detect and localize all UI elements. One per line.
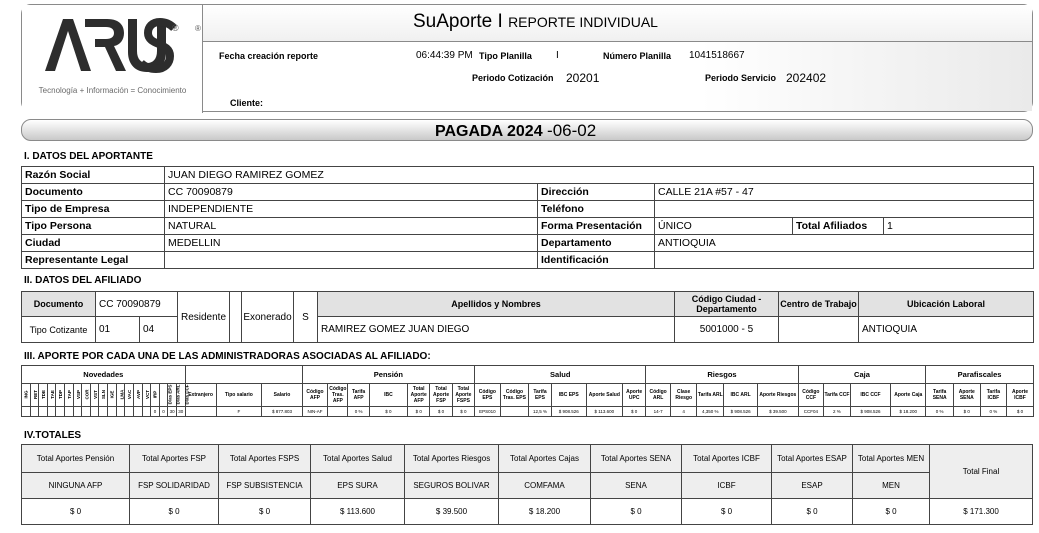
aportes-col-header: Código CCF — [798, 384, 824, 407]
svg-text:®: ® — [195, 24, 201, 33]
aportes-col-header: Tarifa EPS — [529, 384, 551, 407]
aportes-col-header: Total Aporte AFP — [408, 384, 430, 407]
telefono-label: Teléfono — [538, 201, 655, 218]
aportes-col-header-text: SLN — [101, 390, 107, 399]
aportes-col-header-text: Días ARL — [175, 384, 181, 405]
aportes-cell: $ 0 — [622, 407, 645, 417]
representante-value — [165, 252, 538, 269]
tipo-cotizante-value: 01 — [96, 317, 140, 343]
totales-entity: FSP SUBSISTENCIA — [219, 473, 311, 499]
aportes-col-header: Aporte Riesgos — [758, 384, 798, 407]
aportes-cell — [125, 407, 134, 417]
aportes-cell — [108, 407, 117, 417]
total-afiliados-value: 1 — [884, 218, 1034, 235]
aportes-col-header: Extranjero — [185, 384, 216, 407]
table-row — [22, 201, 1034, 218]
aportes-cell — [185, 407, 216, 417]
totales-table — [21, 444, 1033, 525]
total-final-value: $ 171.300 — [930, 499, 1033, 525]
aportes-subheader-row — [22, 384, 1034, 407]
centro-trabajo-value — [779, 317, 859, 343]
aportes-cell — [90, 407, 99, 417]
aportes-cell: $ 0 — [1007, 407, 1034, 417]
aportes-col-header: Aporte Salud — [586, 384, 622, 407]
aportes-cell: $ 0 — [408, 407, 430, 417]
nombres-value: RAMIREZ GOMEZ JUAN DIEGO — [318, 317, 675, 343]
exonerado-value: S — [294, 292, 318, 343]
aportes-col-header — [159, 384, 173, 407]
aportes-cell — [56, 407, 65, 417]
aportes-cell: $ 908.526 — [724, 407, 758, 417]
aportes-col-header: Tarifa ARL — [697, 384, 724, 407]
group-caja: Caja — [798, 366, 926, 384]
afiliado-documento-value: CC 70090879 — [96, 292, 178, 317]
aportes-col-header: Total Aporte FSPS — [452, 384, 474, 407]
totales-header: Total Aportes Salud — [311, 445, 405, 473]
aportes-col-header: Tarifa SENA — [926, 384, 954, 407]
fecha-value: 06:44:39 PM — [416, 50, 473, 61]
total-final-label: Total Final — [930, 445, 1033, 499]
group-novedades: Novedades — [22, 366, 186, 384]
status-text: PAGADA 2024 — [435, 123, 543, 140]
totales-entity-row — [22, 473, 1033, 499]
aportes-cell — [500, 407, 529, 417]
aportes-col-header: Salario — [262, 384, 302, 407]
telefono-value — [655, 201, 1034, 218]
group-salud: Salud — [475, 366, 646, 384]
aportes-cell: 30 — [168, 407, 177, 417]
aportes-col-header: Aporte SENA — [953, 384, 980, 407]
aportes-col-header-text: VST — [92, 390, 98, 399]
group-riesgos: Riesgos — [646, 366, 798, 384]
aportes-col-header-text: TDE — [41, 390, 47, 399]
ubicacion-value: ANTIOQUIA — [859, 317, 1034, 343]
afiliado-table — [21, 291, 1034, 343]
nombres-label: Apellidos y Nombres — [318, 292, 675, 317]
aportes-col-header: Tarifa ICBF — [980, 384, 1007, 407]
residente-value — [230, 292, 242, 343]
aportes-col-header — [65, 384, 74, 407]
aportes-cell: $ 0 — [430, 407, 452, 417]
tipo-persona-label: Tipo Persona — [22, 218, 165, 235]
ubicacion-label: Ubicación Laboral — [859, 292, 1034, 317]
aportes-col-header: Código Tras. AFP — [328, 384, 348, 407]
aportes-col-header — [47, 384, 56, 407]
ciudad-label: Ciudad — [22, 235, 165, 252]
fecha-label: Fecha creación reporte — [219, 51, 319, 61]
aportes-cell — [47, 407, 56, 417]
aportes-col-header-text: TAE — [49, 390, 55, 399]
totales-value: $ 39.500 — [405, 499, 499, 525]
aportes-cell: $ 908.526 — [850, 407, 890, 417]
tipo-empresa-label: Tipo de Empresa — [22, 201, 165, 218]
totales-header: Total Aportes ESAP — [772, 445, 853, 473]
totales-value: $ 18.200 — [499, 499, 591, 525]
section-aportante-title: I. DATOS DEL APORTANTE — [24, 151, 153, 162]
totales-value: $ 113.600 — [311, 499, 405, 525]
report-title — [413, 11, 658, 33]
aportes-cell: $ 877.803 — [262, 407, 302, 417]
totales-value-row — [22, 499, 1033, 525]
departamento-label: Departamento — [538, 235, 655, 252]
aportes-cell: 0 — [151, 407, 160, 417]
aportes-col-header-text: RET — [32, 390, 38, 399]
periodo-servicio-value: 202402 — [786, 71, 827, 85]
aportes-col-header-text: VSP — [75, 389, 81, 400]
aportes-col-header: IBC — [369, 384, 407, 407]
codigo-ciudad-label: Código Ciudad - Departamento — [675, 292, 779, 317]
tipo-persona-value: NATURAL — [165, 218, 538, 235]
table-row — [22, 218, 1034, 235]
aportes-cell: 0 % — [926, 407, 954, 417]
report-type: REPORTE INDIVIDUAL — [508, 14, 658, 30]
aportes-cell — [82, 407, 91, 417]
registered-mark: ® — [172, 23, 179, 33]
totales-header: Total Aportes ICBF — [682, 445, 772, 473]
aportes-group-row — [22, 366, 1034, 384]
aportes-cell — [65, 407, 74, 417]
aportes-col-header: Aporte UPC — [622, 384, 645, 407]
aportes-cell — [142, 407, 151, 417]
aportes-col-header: Código Tras. EPS — [500, 384, 529, 407]
aportes-cell: F — [216, 407, 262, 417]
aportes-cell: 12,5 % — [529, 407, 551, 417]
aportes-col-header: Clase Riesgo — [670, 384, 697, 407]
departamento-value: ANTIOQUIA — [655, 235, 1034, 252]
aportes-col-header-text: COR — [84, 389, 90, 400]
totales-entity: MEN — [853, 473, 930, 499]
totales-value: $ 0 — [22, 499, 130, 525]
forma-presentacion-label: Forma Presentación — [538, 218, 655, 235]
aportes-cell: $ 113.600 — [586, 407, 622, 417]
aportes-cell: EPS010 — [475, 407, 501, 417]
aportes-cell: 0 — [159, 407, 168, 417]
totales-value: $ 0 — [130, 499, 219, 525]
aportes-cell: 30 — [176, 407, 185, 417]
aportes-cell — [22, 407, 31, 417]
totales-value: $ 0 — [853, 499, 930, 525]
aportes-col-header — [133, 384, 142, 407]
representante-label: Representante Legal — [22, 252, 165, 269]
aportes-col-header-text: IRP — [152, 390, 158, 399]
aportes-col-header — [30, 384, 39, 407]
aportes-cell: 4,350 % — [697, 407, 724, 417]
aportes-col-header: Aporte ICBF — [1007, 384, 1034, 407]
aportes-cell: 0 % — [980, 407, 1007, 417]
aportes-col-header: IBC CCF — [850, 384, 890, 407]
direccion-label: Dirección — [538, 184, 655, 201]
tipo-cotizante-label: Tipo Cotizante — [22, 317, 96, 343]
group-extra — [185, 366, 302, 384]
aportes-col-header: Código ARL — [646, 384, 670, 407]
totales-entity: NINGUNA AFP — [22, 473, 130, 499]
aportes-cell: 4 — [670, 407, 697, 417]
aportes-col-header — [73, 384, 82, 407]
aportes-cell: NIN-AF — [302, 407, 328, 417]
aportes-col-header-text: TAP — [66, 390, 72, 399]
numero-planilla-value: 1041518667 — [689, 50, 745, 61]
aportes-col-header — [142, 384, 151, 407]
arus-logo — [45, 17, 201, 73]
direccion-value: CALLE 21A #57 - 47 — [655, 184, 1034, 201]
table-row — [22, 292, 1034, 317]
forma-presentacion-value: ÚNICO — [655, 218, 793, 235]
totales-entity: ESAP — [772, 473, 853, 499]
exonerado-label: Exonerado — [242, 292, 294, 343]
identificacion-value — [655, 252, 1034, 269]
group-parafiscales: Parafiscales — [926, 366, 1034, 384]
totales-entity: COMFAMA — [499, 473, 591, 499]
aportes-cell: 0 % — [348, 407, 369, 417]
section-totales-title: IV.TOTALES — [24, 430, 82, 441]
aportes-col-header-text: Días CCF — [184, 384, 190, 405]
payment-status-banner — [21, 119, 1033, 141]
aportes-col-header — [116, 384, 125, 407]
table-row — [22, 184, 1034, 201]
aportes-cell — [328, 407, 348, 417]
aportes-col-header-text: IGE — [109, 390, 115, 399]
aportes-col-header: IBC ARL — [724, 384, 758, 407]
aportes-table — [21, 365, 1034, 417]
subtipo-value: 04 — [140, 317, 178, 343]
residente-label: Residente — [178, 292, 230, 343]
aportes-cell — [39, 407, 48, 417]
numero-planilla-label: Número Planilla — [603, 51, 672, 61]
aportes-value-row — [22, 407, 1034, 417]
total-afiliados-label: Total Afiliados — [793, 218, 884, 235]
totales-entity: ICBF — [682, 473, 772, 499]
table-row — [22, 167, 1034, 184]
razon-social-value: JUAN DIEGO RAMIREZ GOMEZ — [165, 167, 1034, 184]
aportes-cell: 2 % — [824, 407, 851, 417]
periodo-cotizacion-label: Periodo Cotización — [472, 73, 554, 83]
totales-header: Total Aportes FSP — [130, 445, 219, 473]
aportes-col-header-text: LMA — [119, 389, 125, 400]
payment-status — [435, 121, 596, 141]
documento-value: CC 70090879 — [165, 184, 538, 201]
report-header — [21, 4, 1033, 112]
centro-trabajo-label: Centro de Trabajo — [779, 292, 859, 317]
aportes-col-header: Código AFP — [302, 384, 328, 407]
aportes-col-header: Código EPS — [475, 384, 501, 407]
group-pension: Pensión — [302, 366, 474, 384]
razon-social-label: Razón Social — [22, 167, 165, 184]
status-date: -06-02 — [547, 121, 597, 140]
header-fields — [203, 42, 1032, 111]
ciudad-value: MEDELLIN — [165, 235, 538, 252]
table-row — [22, 317, 1034, 343]
aportes-cell: $ 0 — [953, 407, 980, 417]
totales-header: Total Aportes MEN — [853, 445, 930, 473]
aportante-table — [21, 166, 1034, 269]
aportes-cell: $ 39.500 — [758, 407, 798, 417]
aportes-col-header — [90, 384, 99, 407]
totales-value: $ 0 — [682, 499, 772, 525]
app-name: SuAporte I — [413, 11, 503, 32]
periodo-cotizacion-value: 20201 — [566, 71, 600, 85]
aportes-cell: CCF04 — [798, 407, 824, 417]
totales-value: $ 0 — [591, 499, 682, 525]
aportes-col-header — [125, 384, 134, 407]
aportes-col-header — [82, 384, 91, 407]
totales-entity: EPS SURA — [311, 473, 405, 499]
tipo-planilla-value: I — [556, 50, 559, 61]
periodo-servicio-label: Periodo Servicio — [705, 73, 777, 83]
tipo-planilla-label: Tipo Planilla — [479, 51, 532, 61]
aportes-col-header — [151, 384, 160, 407]
aportes-cell: $ 0 — [369, 407, 407, 417]
aportes-col-header: Aporte Caja — [891, 384, 926, 407]
aportes-col-header-text: VAC — [127, 389, 133, 400]
totales-value: $ 0 — [219, 499, 311, 525]
documento-label: Documento — [22, 184, 165, 201]
totales-header: Total Aportes FSPS — [219, 445, 311, 473]
aportes-col-header-text: AVP — [135, 390, 141, 399]
totales-header: Total Aportes Riesgos — [405, 445, 499, 473]
aportes-cell — [30, 407, 39, 417]
aportes-cell — [133, 407, 142, 417]
totales-header: Total Aportes Pensión — [22, 445, 130, 473]
aportes-col-header-text: ING — [23, 390, 29, 399]
aportes-col-header: IBC EPS — [551, 384, 586, 407]
aportes-col-header — [108, 384, 117, 407]
codigo-ciudad-value: 5001000 - 5 — [675, 317, 779, 343]
aportes-col-header: Tarifa AFP — [348, 384, 369, 407]
totales-entity: FSP SOLIDARIDAD — [130, 473, 219, 499]
logo-tagline: Tecnología + Información = Conocimiento — [38, 86, 187, 95]
aportes-col-header — [99, 384, 108, 407]
totales-header: Total Aportes SENA — [591, 445, 682, 473]
identificacion-label: Identificación — [538, 252, 655, 269]
aportes-col-header — [39, 384, 48, 407]
aportes-cell — [99, 407, 108, 417]
aportes-col-header — [22, 384, 31, 407]
aportes-col-header: Tipo salario — [216, 384, 262, 407]
section-aportes-title: III. APORTE POR CADA UNA DE LAS ADMINISTRADORAS ASOCIADAS AL AFILIADO: — [24, 351, 431, 362]
totales-entity: SEGUROS BOLIVAR — [405, 473, 499, 499]
aportes-cell — [116, 407, 125, 417]
aportes-col-header: Total Aporte FSP — [430, 384, 452, 407]
aportes-cell: $ 0 — [452, 407, 474, 417]
aportes-cell — [73, 407, 82, 417]
aportes-cell: 14-7 — [646, 407, 670, 417]
aportes-cell: $ 18.200 — [891, 407, 926, 417]
aportes-col-header — [56, 384, 65, 407]
section-afiliado-title: II. DATOS DEL AFILIADO — [24, 275, 142, 286]
tipo-empresa-value: INDEPENDIENTE — [165, 201, 538, 218]
table-row — [22, 235, 1034, 252]
cliente-label: Cliente: — [230, 98, 264, 108]
aportes-col-header-text: TDP — [58, 390, 64, 399]
aportes-cell: $ 908.526 — [551, 407, 586, 417]
afiliado-documento-label: Documento — [22, 292, 96, 317]
table-row — [22, 252, 1034, 269]
totales-header: Total Aportes Cajas — [499, 445, 591, 473]
totales-header-row — [22, 445, 1033, 473]
aportes-col-header-text: VCT — [144, 390, 150, 399]
aportes-col-header: Tarifa CCF — [824, 384, 851, 407]
logo-panel — [22, 5, 203, 113]
totales-value: $ 0 — [772, 499, 853, 525]
aportes-col-header-text: Días EPS — [167, 384, 173, 405]
totales-entity: SENA — [591, 473, 682, 499]
